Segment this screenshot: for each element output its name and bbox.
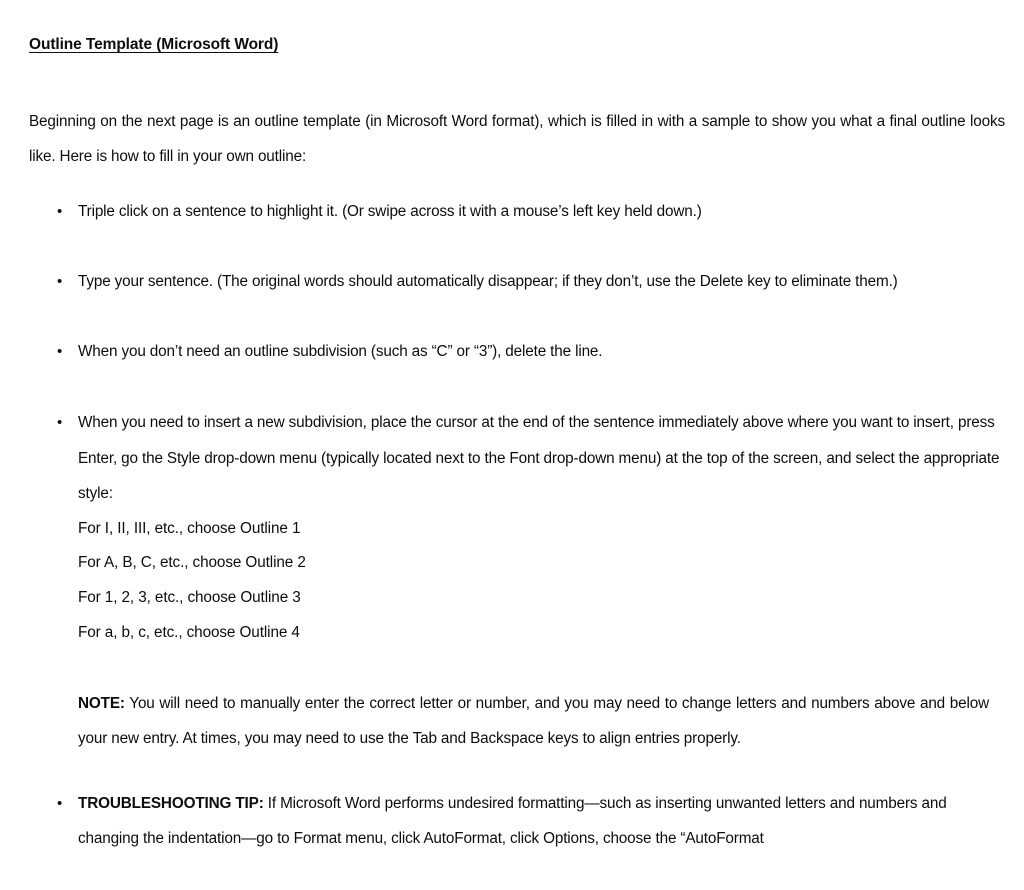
note-label: NOTE: <box>78 694 125 712</box>
list-item: • Triple click on a sentence to highlight it. (Or swipe across it with a mouse’s left key held down.) <box>29 194 1005 230</box>
style-option: For a, b, c, etc., choose Outline 4 <box>78 623 300 641</box>
list-item: • Type your sentence. (The original words should automatically disappear; if they don’t, use the Delete key to eliminate them.) <box>29 264 1005 300</box>
list-item <box>29 786 1005 857</box>
intro-paragraph: Beginning on the next page is an outline template (in Microsoft Word format), which is filled in with a sample to show you what a final outline looks like. Here is how to fill in your own outline: <box>29 112 1005 166</box>
style-option: For 1, 2, 3, etc., choose Outline 3 <box>78 589 301 607</box>
list-item-text: When you need to insert a new subdivision, place the cursor at the end of the sentence immediately above where you want to insert, press Enter, go the Style drop-down menu (typically located next to the Font drop-down menu) at the top of the screen, and select the appropriate style: <box>78 414 1000 503</box>
list-item: • When you don’t need an outline subdivision (such as “C” or “3”), delete the line. <box>29 334 1005 370</box>
troubleshooting-text: If Microsoft Word performs undesired formatting—such as inserting unwanted letters and numbers and changing the indentation—go to Format menu, click AutoFormat, click Options, choose the “AutoFormat <box>78 794 947 848</box>
outline-style-list <box>78 512 1005 651</box>
style-option: For I, II, III, etc., choose Outline 1 <box>78 519 301 537</box>
style-option: For A, B, C, etc., choose Outline 2 <box>78 554 306 572</box>
instruction-list <box>29 194 1005 857</box>
page-title: Outline Template (Microsoft Word) <box>29 36 279 53</box>
troubleshooting-label: TROUBLESHOOTING TIP: <box>78 794 264 812</box>
list-item <box>29 405 1005 757</box>
note-block <box>78 686 989 757</box>
note-text: You will need to manually enter the correct letter or number, and you may need to change letters and numbers above and below your new entry. At times, you may need to use the Tab and Backspace keys to align entries properly. <box>78 694 989 748</box>
